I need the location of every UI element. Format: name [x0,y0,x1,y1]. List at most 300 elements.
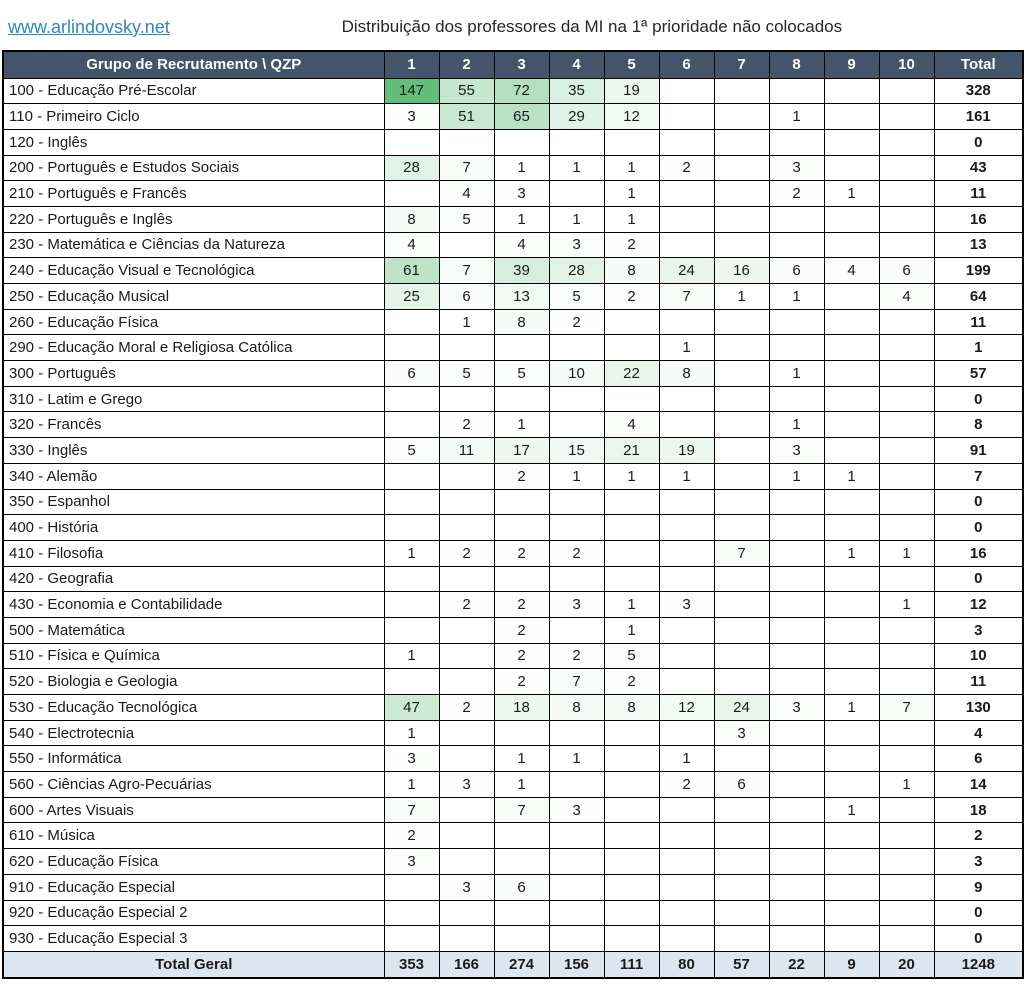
site-link[interactable]: www.arlindovsky.net [8,16,170,37]
value-cell-qzp-3 [494,386,549,412]
value-cell-qzp-8 [769,592,824,618]
value-cell-qzp-7: 6 [714,772,769,798]
value-cell-qzp-5 [604,489,659,515]
value-cell-qzp-4: 3 [549,797,604,823]
table-row [3,695,1023,721]
value-cell-qzp-3 [494,515,549,541]
value-cell-qzp-1: 1 [384,720,439,746]
value-cell-qzp-5: 19 [604,78,659,104]
header-qzp-8: 8 [769,51,824,78]
value-cell-qzp-1 [384,335,439,361]
value-cell-qzp-2: 3 [439,874,494,900]
value-cell-qzp-1: 25 [384,284,439,310]
value-cell-qzp-5: 2 [604,232,659,258]
header-qzp-5: 5 [604,51,659,78]
value-cell-qzp-4: 3 [549,232,604,258]
header-qzp-3: 3 [494,51,549,78]
table-row [3,489,1023,515]
table-row [3,772,1023,798]
value-cell-qzp-10 [879,797,934,823]
value-cell-qzp-7 [714,489,769,515]
value-cell-qzp-8 [769,900,824,926]
value-cell-qzp-9 [824,849,879,875]
value-cell-qzp-4: 3 [549,592,604,618]
value-cell-qzp-7 [714,900,769,926]
table-row [3,849,1023,875]
value-cell-qzp-6 [659,78,714,104]
value-cell-qzp-9: 1 [824,797,879,823]
value-cell-qzp-5: 5 [604,643,659,669]
value-cell-qzp-8 [769,926,824,952]
value-cell-qzp-5 [604,335,659,361]
row-total-cell: 11 [934,181,1023,207]
value-cell-qzp-9 [824,309,879,335]
value-cell-qzp-6: 1 [659,335,714,361]
value-cell-qzp-3: 39 [494,258,549,284]
value-cell-qzp-5 [604,515,659,541]
row-total-cell: 57 [934,361,1023,387]
value-cell-qzp-4 [549,386,604,412]
row-label: 520 - Biologia e Geologia [3,669,384,695]
row-total-cell: 328 [934,78,1023,104]
value-cell-qzp-1: 6 [384,361,439,387]
value-cell-qzp-9 [824,129,879,155]
row-total-cell: 91 [934,438,1023,464]
value-cell-qzp-4: 29 [549,104,604,130]
row-total-cell: 11 [934,669,1023,695]
value-cell-qzp-7 [714,335,769,361]
value-cell-qzp-6: 12 [659,695,714,721]
value-cell-qzp-8: 1 [769,463,824,489]
value-cell-qzp-1: 7 [384,797,439,823]
value-cell-qzp-4: 1 [549,463,604,489]
value-cell-qzp-8 [769,669,824,695]
value-cell-qzp-5 [604,849,659,875]
total-geral-row [3,951,1023,978]
value-cell-qzp-8 [769,720,824,746]
value-cell-qzp-8: 1 [769,104,824,130]
value-cell-qzp-8 [769,849,824,875]
page-title: Distribuição dos professores da MI na 1ª prioridade não colocados [341,17,843,36]
row-label: 560 - Ciências Agro-Pecuárias [3,772,384,798]
value-cell-qzp-3 [494,900,549,926]
value-cell-qzp-3 [494,720,549,746]
value-cell-qzp-7 [714,617,769,643]
total-geral-qzp-3: 274 [494,951,549,978]
value-cell-qzp-5 [604,823,659,849]
table-row [3,129,1023,155]
table-row [3,463,1023,489]
value-cell-qzp-3: 7 [494,797,549,823]
value-cell-qzp-8 [769,129,824,155]
table-row [3,412,1023,438]
value-cell-qzp-6 [659,540,714,566]
value-cell-qzp-4 [549,566,604,592]
value-cell-qzp-5 [604,129,659,155]
value-cell-qzp-8: 6 [769,258,824,284]
value-cell-qzp-7 [714,515,769,541]
value-cell-qzp-6 [659,849,714,875]
value-cell-qzp-6 [659,386,714,412]
value-cell-qzp-10 [879,720,934,746]
value-cell-qzp-7 [714,361,769,387]
table-row [3,206,1023,232]
header-qzp-9: 9 [824,51,879,78]
value-cell-qzp-7 [714,412,769,438]
value-cell-qzp-9: 4 [824,258,879,284]
value-cell-qzp-2 [439,129,494,155]
total-geral-qzp-5: 111 [604,951,659,978]
value-cell-qzp-1: 47 [384,695,439,721]
value-cell-qzp-1 [384,181,439,207]
value-cell-qzp-7 [714,746,769,772]
value-cell-qzp-9 [824,335,879,361]
value-cell-qzp-1: 3 [384,104,439,130]
total-geral-qzp-8: 22 [769,951,824,978]
value-cell-qzp-3: 2 [494,669,549,695]
value-cell-qzp-4: 15 [549,438,604,464]
row-total-cell: 199 [934,258,1023,284]
table-row [3,900,1023,926]
value-cell-qzp-6 [659,515,714,541]
value-cell-qzp-7 [714,386,769,412]
table-row [3,823,1023,849]
value-cell-qzp-9: 1 [824,463,879,489]
value-cell-qzp-1 [384,489,439,515]
value-cell-qzp-5: 1 [604,206,659,232]
value-cell-qzp-7 [714,926,769,952]
row-label: 110 - Primeiro Ciclo [3,104,384,130]
row-label: 230 - Matemática e Ciências da Natureza [3,232,384,258]
value-cell-qzp-9 [824,823,879,849]
value-cell-qzp-5: 2 [604,284,659,310]
value-cell-qzp-9 [824,412,879,438]
row-label: 120 - Inglês [3,129,384,155]
value-cell-qzp-10 [879,874,934,900]
value-cell-qzp-9: 1 [824,695,879,721]
table-row [3,386,1023,412]
value-cell-qzp-6 [659,874,714,900]
value-cell-qzp-6 [659,104,714,130]
value-cell-qzp-9: 1 [824,181,879,207]
value-cell-qzp-1: 2 [384,823,439,849]
value-cell-qzp-9 [824,900,879,926]
value-cell-qzp-10 [879,232,934,258]
row-total-cell: 18 [934,797,1023,823]
value-cell-qzp-10 [879,849,934,875]
value-cell-qzp-2: 5 [439,206,494,232]
value-cell-qzp-8 [769,746,824,772]
value-cell-qzp-7: 1 [714,284,769,310]
header-qzp-1: 1 [384,51,439,78]
table-row [3,643,1023,669]
value-cell-qzp-10 [879,412,934,438]
value-cell-qzp-2: 4 [439,181,494,207]
value-cell-qzp-2: 2 [439,540,494,566]
value-cell-qzp-10 [879,566,934,592]
value-cell-qzp-10 [879,335,934,361]
value-cell-qzp-4: 10 [549,361,604,387]
value-cell-qzp-8 [769,797,824,823]
value-cell-qzp-1: 8 [384,206,439,232]
value-cell-qzp-2 [439,386,494,412]
value-cell-qzp-7 [714,155,769,181]
value-cell-qzp-9 [824,566,879,592]
value-cell-qzp-5: 1 [604,592,659,618]
total-geral-qzp-2: 166 [439,951,494,978]
value-cell-qzp-2: 7 [439,155,494,181]
row-label: 620 - Educação Física [3,849,384,875]
table-row [3,438,1023,464]
value-cell-qzp-7 [714,104,769,130]
header-total-label: Total [934,51,1023,78]
value-cell-qzp-8 [769,617,824,643]
value-cell-qzp-7: 16 [714,258,769,284]
value-cell-qzp-6: 1 [659,463,714,489]
value-cell-qzp-1: 4 [384,232,439,258]
row-total-cell: 43 [934,155,1023,181]
value-cell-qzp-7 [714,78,769,104]
value-cell-qzp-9 [824,592,879,618]
value-cell-qzp-10 [879,926,934,952]
row-label: 220 - Português e Inglês [3,206,384,232]
value-cell-qzp-2 [439,617,494,643]
value-cell-qzp-4 [549,181,604,207]
value-cell-qzp-9 [824,386,879,412]
value-cell-qzp-5 [604,720,659,746]
row-label: 500 - Matemática [3,617,384,643]
table-row [3,104,1023,130]
value-cell-qzp-9 [824,874,879,900]
row-label: 600 - Artes Visuais [3,797,384,823]
value-cell-qzp-5: 8 [604,258,659,284]
row-total-cell: 10 [934,643,1023,669]
value-cell-qzp-9 [824,669,879,695]
page-header [0,0,1024,50]
value-cell-qzp-2 [439,669,494,695]
row-label: 550 - Informática [3,746,384,772]
value-cell-qzp-1: 5 [384,438,439,464]
value-cell-qzp-1: 61 [384,258,439,284]
value-cell-qzp-4 [549,874,604,900]
value-cell-qzp-2 [439,926,494,952]
value-cell-qzp-6: 8 [659,361,714,387]
value-cell-qzp-1 [384,874,439,900]
value-cell-qzp-3 [494,129,549,155]
row-total-cell: 8 [934,412,1023,438]
total-geral-qzp-9: 9 [824,951,879,978]
value-cell-qzp-5 [604,746,659,772]
row-label: 340 - Alemão [3,463,384,489]
value-cell-qzp-8: 1 [769,361,824,387]
value-cell-qzp-5: 2 [604,669,659,695]
total-geral-qzp-1: 353 [384,951,439,978]
value-cell-qzp-2 [439,566,494,592]
value-cell-qzp-7 [714,823,769,849]
value-cell-qzp-7 [714,232,769,258]
value-cell-qzp-10 [879,181,934,207]
value-cell-qzp-2: 2 [439,695,494,721]
value-cell-qzp-2: 11 [439,438,494,464]
value-cell-qzp-10 [879,438,934,464]
table-row [3,797,1023,823]
value-cell-qzp-6: 3 [659,592,714,618]
value-cell-qzp-6: 7 [659,284,714,310]
value-cell-qzp-8 [769,78,824,104]
value-cell-qzp-10 [879,155,934,181]
value-cell-qzp-10 [879,669,934,695]
value-cell-qzp-3: 65 [494,104,549,130]
value-cell-qzp-10 [879,643,934,669]
row-total-cell: 14 [934,772,1023,798]
value-cell-qzp-6 [659,232,714,258]
value-cell-qzp-1: 1 [384,772,439,798]
value-cell-qzp-8 [769,335,824,361]
value-cell-qzp-1: 1 [384,540,439,566]
value-cell-qzp-2 [439,823,494,849]
table-row [3,566,1023,592]
total-geral-qzp-4: 156 [549,951,604,978]
value-cell-qzp-5: 8 [604,695,659,721]
value-cell-qzp-1 [384,386,439,412]
value-cell-qzp-8 [769,823,824,849]
header-group-label: Grupo de Recrutamento \ QZP [3,51,384,78]
value-cell-qzp-6 [659,823,714,849]
value-cell-qzp-4 [549,900,604,926]
row-total-cell: 9 [934,874,1023,900]
value-cell-qzp-3: 4 [494,232,549,258]
value-cell-qzp-5: 1 [604,181,659,207]
total-geral-qzp-6: 80 [659,951,714,978]
value-cell-qzp-3: 2 [494,540,549,566]
value-cell-qzp-4 [549,617,604,643]
row-total-cell: 7 [934,463,1023,489]
value-cell-qzp-10 [879,900,934,926]
value-cell-qzp-7 [714,206,769,232]
value-cell-qzp-7 [714,874,769,900]
row-total-cell: 0 [934,566,1023,592]
value-cell-qzp-1 [384,412,439,438]
row-label: 350 - Espanhol [3,489,384,515]
value-cell-qzp-10 [879,104,934,130]
value-cell-qzp-3: 1 [494,206,549,232]
value-cell-qzp-1 [384,129,439,155]
value-cell-qzp-8 [769,643,824,669]
value-cell-qzp-4 [549,823,604,849]
row-label: 920 - Educação Especial 2 [3,900,384,926]
value-cell-qzp-3: 2 [494,463,549,489]
value-cell-qzp-9 [824,643,879,669]
value-cell-qzp-9 [824,617,879,643]
value-cell-qzp-4: 1 [549,746,604,772]
value-cell-qzp-4 [549,515,604,541]
value-cell-qzp-10: 7 [879,695,934,721]
value-cell-qzp-10 [879,515,934,541]
value-cell-qzp-4 [549,720,604,746]
value-cell-qzp-9 [824,155,879,181]
row-label: 930 - Educação Especial 3 [3,926,384,952]
row-total-cell: 3 [934,849,1023,875]
row-label: 310 - Latim e Grego [3,386,384,412]
value-cell-qzp-6 [659,720,714,746]
value-cell-qzp-7: 24 [714,695,769,721]
value-cell-qzp-8: 3 [769,155,824,181]
value-cell-qzp-6 [659,129,714,155]
value-cell-qzp-1: 1 [384,643,439,669]
value-cell-qzp-1 [384,669,439,695]
table-row [3,746,1023,772]
row-label: 240 - Educação Visual e Tecnológica [3,258,384,284]
value-cell-qzp-10 [879,386,934,412]
value-cell-qzp-2 [439,489,494,515]
value-cell-qzp-10 [879,617,934,643]
table-row [3,515,1023,541]
value-cell-qzp-3: 6 [494,874,549,900]
value-cell-qzp-3: 1 [494,746,549,772]
value-cell-qzp-9 [824,746,879,772]
row-total-cell: 16 [934,540,1023,566]
value-cell-qzp-5: 22 [604,361,659,387]
value-cell-qzp-4: 2 [549,643,604,669]
value-cell-qzp-6 [659,566,714,592]
header-qzp-4: 4 [549,51,604,78]
value-cell-qzp-4: 5 [549,284,604,310]
table-row [3,284,1023,310]
row-total-cell: 0 [934,129,1023,155]
row-total-cell: 161 [934,104,1023,130]
value-cell-qzp-2: 2 [439,412,494,438]
value-cell-qzp-8 [769,874,824,900]
value-cell-qzp-3 [494,926,549,952]
header-qzp-6: 6 [659,51,714,78]
table-row [3,669,1023,695]
value-cell-qzp-3 [494,335,549,361]
value-cell-qzp-5 [604,772,659,798]
value-cell-qzp-6 [659,617,714,643]
value-cell-qzp-5: 1 [604,617,659,643]
row-total-cell: 3 [934,617,1023,643]
value-cell-qzp-8: 3 [769,695,824,721]
value-cell-qzp-4: 8 [549,695,604,721]
row-label: 200 - Português e Estudos Sociais [3,155,384,181]
value-cell-qzp-10 [879,129,934,155]
value-cell-qzp-5: 1 [604,155,659,181]
value-cell-qzp-10: 1 [879,592,934,618]
table-row [3,720,1023,746]
value-cell-qzp-10 [879,361,934,387]
value-cell-qzp-5: 21 [604,438,659,464]
value-cell-qzp-1: 28 [384,155,439,181]
value-cell-qzp-3 [494,489,549,515]
value-cell-qzp-1 [384,515,439,541]
value-cell-qzp-10: 4 [879,284,934,310]
row-total-cell: 16 [934,206,1023,232]
value-cell-qzp-7 [714,797,769,823]
value-cell-qzp-7 [714,129,769,155]
value-cell-qzp-1 [384,617,439,643]
value-cell-qzp-5 [604,386,659,412]
value-cell-qzp-7 [714,643,769,669]
value-cell-qzp-2: 7 [439,258,494,284]
value-cell-qzp-10 [879,309,934,335]
value-cell-qzp-4 [549,335,604,361]
table-row [3,926,1023,952]
value-cell-qzp-10: 1 [879,540,934,566]
header-qzp-10: 10 [879,51,934,78]
table-row [3,361,1023,387]
value-cell-qzp-7 [714,592,769,618]
value-cell-qzp-2: 6 [439,284,494,310]
